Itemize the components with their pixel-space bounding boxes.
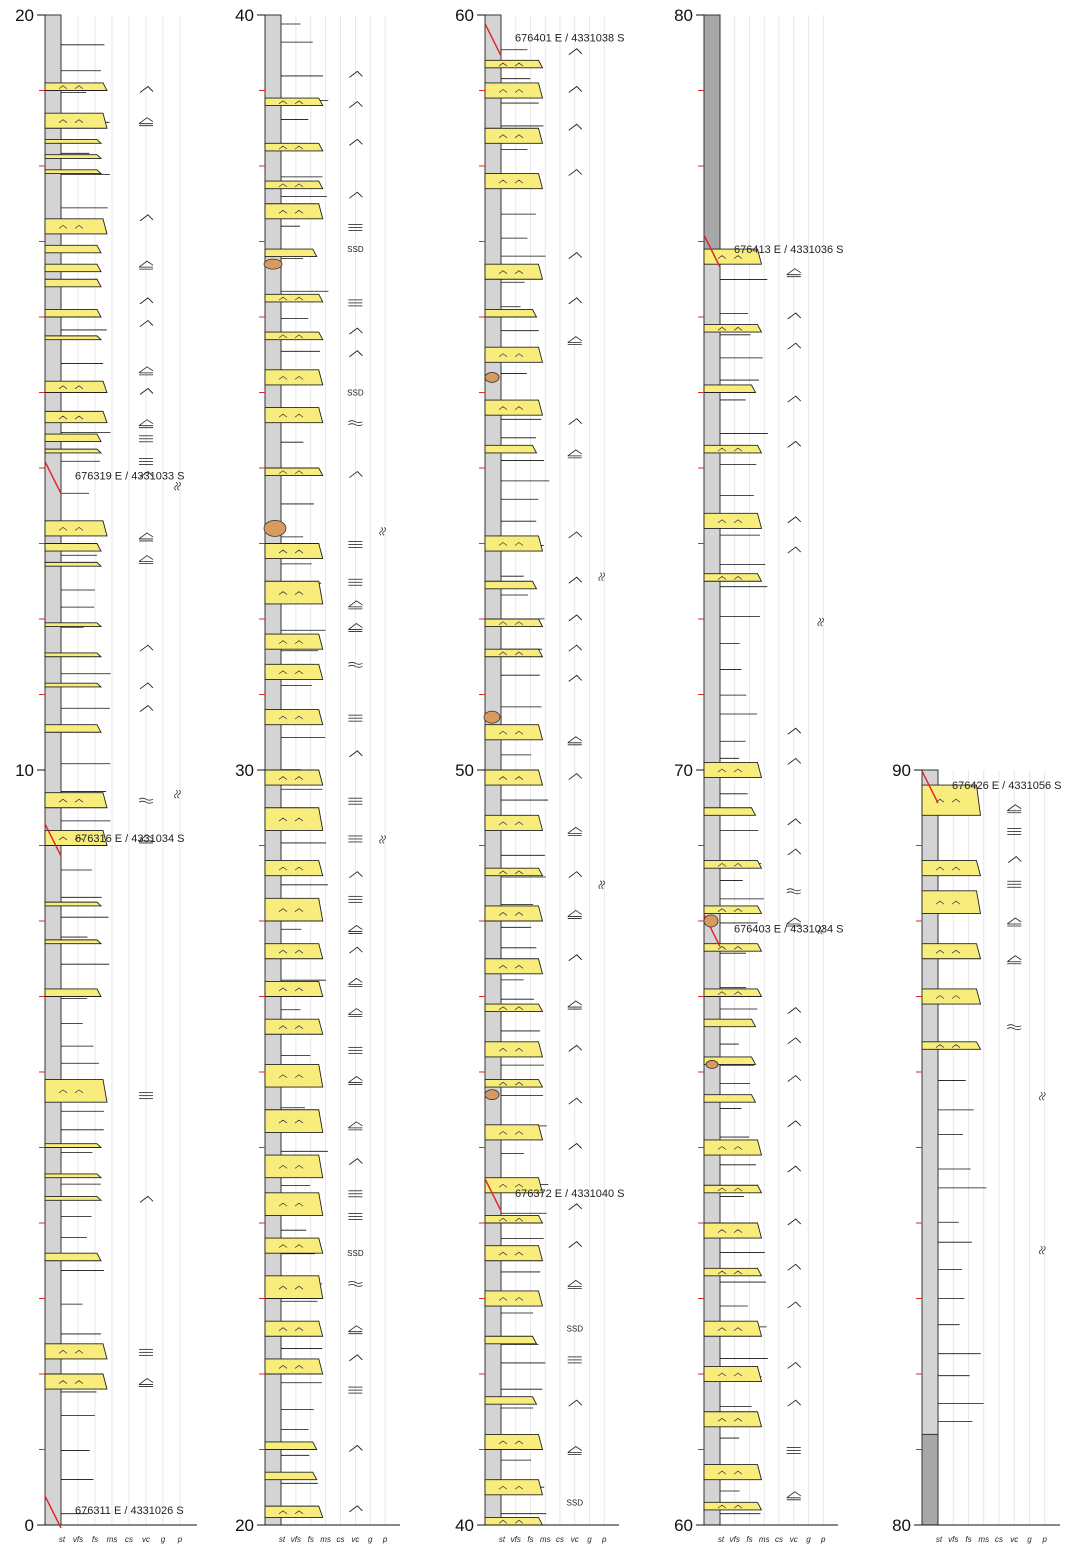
ripple-symbol (569, 419, 582, 425)
sand-bed (265, 181, 323, 189)
sand-bed (265, 1064, 323, 1087)
sand-bed (485, 649, 543, 657)
gps-coordinate-label: 676319 E / 4331033 S (75, 470, 185, 483)
sand-bed (45, 940, 101, 944)
sand-bed (485, 174, 543, 189)
grain-size-label: cs (775, 1535, 783, 1544)
sand-bed (265, 1193, 323, 1216)
sand-bed (45, 113, 107, 128)
grain-size-label: vfs (72, 1535, 84, 1544)
sand-bed (45, 562, 101, 566)
grain-size-label: vc (142, 1535, 150, 1544)
sand-bed (922, 989, 981, 1004)
sand-bed (704, 989, 762, 997)
sand-bed (265, 1019, 323, 1034)
grain-size-label: st (717, 1535, 725, 1544)
sand-bed (45, 725, 101, 733)
grain-size-label: ms (758, 1535, 770, 1544)
sand-bed (922, 861, 981, 876)
ripple-symbol (569, 774, 582, 780)
ripple-symbol (569, 872, 582, 878)
ripple-symbol (788, 343, 801, 349)
grain-size-label: vfs (510, 1535, 521, 1544)
sand-bed (265, 98, 323, 106)
ripple-symbol (788, 819, 801, 825)
sand-bed (265, 143, 323, 151)
sand-bed (922, 944, 981, 959)
grain-size-label: ms (978, 1535, 990, 1544)
grain-size-label: g (1027, 1535, 1032, 1544)
sand-bed (265, 1359, 323, 1374)
depth-label-bottom: 0 (24, 1516, 34, 1535)
sand-bed (485, 581, 537, 589)
grain-size-label: vc (1010, 1535, 1019, 1544)
sand-bed (265, 634, 323, 649)
ripple-symbol (788, 313, 801, 319)
sand-bed (485, 309, 537, 317)
clast (706, 1060, 718, 1068)
ripple-symbol (349, 751, 362, 757)
ripple-symbol (788, 547, 801, 553)
section-column-2 (235, 6, 400, 1544)
sand-bed (485, 906, 543, 921)
sand-bed (45, 902, 101, 906)
ripple-symbol (788, 1038, 801, 1044)
ripple-symbol (569, 1400, 582, 1406)
grain-size-label: vfs (729, 1535, 740, 1544)
sand-bed (485, 1125, 543, 1140)
sand-bed (45, 683, 101, 687)
sand-bed (485, 1434, 543, 1449)
sand-bed (485, 1042, 543, 1057)
sand-bed (704, 1502, 762, 1510)
ripple-symbol (788, 1166, 801, 1172)
ripple-symbol (1008, 857, 1021, 863)
ripple-symbol (140, 321, 153, 327)
gps-coordinate-label: 676426 E / 4331056 S (952, 780, 1062, 793)
depth-label-mid: 10 (15, 761, 34, 780)
ripple-symbol (569, 49, 582, 55)
sand-bed (485, 868, 543, 876)
sand-bed (485, 1480, 543, 1495)
ssd-label: SSD (347, 245, 364, 255)
sand-bed (485, 83, 543, 98)
sand-bed (485, 1246, 543, 1261)
clast (264, 259, 282, 269)
sand-bed (265, 294, 323, 302)
ripple-symbol (569, 955, 582, 961)
depth-label-bottom: 80 (892, 1516, 911, 1535)
sand-bed (485, 347, 543, 362)
depth-label-top: 60 (455, 6, 474, 25)
ripple-symbol (788, 1302, 801, 1308)
mudstone-interval (922, 1434, 938, 1525)
sand-bed (265, 944, 323, 959)
sand-bed (265, 898, 323, 921)
clast (484, 711, 500, 723)
depth-label-top: 90 (892, 761, 911, 780)
grain-size-label: vc (351, 1535, 360, 1544)
depth-label-bottom: 20 (235, 1516, 254, 1535)
sand-bed (265, 664, 323, 679)
sand-bed (485, 1080, 543, 1088)
gps-coordinate-label: 676403 E / 4331034 S (734, 923, 844, 936)
ripple-symbol (140, 1196, 153, 1202)
sand-bed (265, 1238, 323, 1253)
ripple-symbol (140, 298, 153, 304)
ripple-symbol (569, 645, 582, 651)
mudstone-interval (704, 15, 720, 257)
sand-bed (45, 1080, 107, 1103)
ripple-symbol (788, 1400, 801, 1406)
sand-bed (45, 544, 101, 552)
sand-bed (45, 521, 107, 536)
ripple-symbol (788, 1219, 801, 1225)
depth-label-mid: 70 (674, 761, 693, 780)
sand-bed (704, 1412, 762, 1427)
grain-size-label: cs (125, 1535, 133, 1544)
grain-size-label: ms (539, 1535, 551, 1544)
grain-size-label: fs (965, 1535, 972, 1544)
sand-bed (45, 1197, 101, 1201)
sand-bed (265, 249, 317, 257)
sand-bed (45, 1174, 101, 1178)
grain-size-label: g (160, 1535, 166, 1544)
gps-coordinate-label: 676401 E / 4331038 S (515, 32, 625, 45)
ripple-symbol (788, 758, 801, 764)
sand-bed (704, 1140, 762, 1155)
sand-bed (922, 1042, 981, 1050)
sand-bed (265, 808, 323, 831)
section-column-5 (892, 761, 1061, 1544)
ripple-symbol (140, 87, 153, 93)
silt-strip (922, 770, 938, 1525)
sand-bed (265, 710, 323, 725)
sand-bed (704, 1019, 756, 1027)
sand-bed (265, 1276, 323, 1299)
ripple-symbol (349, 192, 362, 198)
sand-bed (485, 815, 543, 830)
sand-bed (704, 385, 756, 393)
sand-bed (265, 1472, 317, 1480)
sand-bed (704, 325, 762, 333)
grain-size-label: g (806, 1535, 811, 1544)
ripple-symbol (140, 389, 153, 395)
sand-bed (45, 170, 101, 174)
sand-bed (265, 1110, 323, 1133)
sand-bed (265, 408, 323, 423)
gps-coordinate-label: 676372 E / 4331040 S (515, 1187, 625, 1200)
sand-bed (704, 445, 762, 453)
sand-bed (45, 434, 101, 442)
depth-label-top: 80 (674, 6, 693, 25)
sand-bed (704, 1095, 756, 1103)
sand-bed (485, 770, 543, 785)
sand-bed (265, 468, 323, 476)
sand-bed (485, 60, 543, 68)
ssd-label: SSD (347, 388, 364, 398)
sand-bed (704, 1465, 762, 1480)
grain-size-label: p (821, 1535, 826, 1544)
sand-bed (45, 411, 107, 422)
ssd-label: SSD (566, 1324, 583, 1334)
sand-bed (485, 959, 543, 974)
grain-size-label: st (58, 1535, 66, 1544)
sand-bed (45, 1344, 107, 1359)
ripple-symbol (569, 124, 582, 130)
gps-coordinate-label: 676311 E / 4331026 S (75, 1504, 184, 1517)
ripple-symbol (349, 102, 362, 108)
sand-bed (45, 1144, 101, 1148)
grain-size-label: vc (570, 1535, 579, 1544)
grain-size-label: st (498, 1535, 506, 1544)
sand-bed (45, 449, 101, 453)
sand-bed (45, 381, 107, 392)
sand-bed (704, 944, 762, 952)
ripple-symbol (788, 1076, 801, 1082)
sand-bed (704, 861, 762, 869)
sand-bed (45, 793, 107, 808)
ripple-symbol (788, 728, 801, 734)
grain-size-label: p (177, 1535, 183, 1544)
sand-bed (485, 619, 543, 627)
sand-bed (45, 279, 101, 287)
ripple-symbol (569, 532, 582, 538)
depth-label-top: 40 (235, 6, 254, 25)
sand-bed (704, 906, 762, 914)
ripple-symbol (140, 215, 153, 221)
grain-size-label: vfs (290, 1535, 301, 1544)
sand-bed (704, 1321, 762, 1336)
sand-bed (704, 574, 762, 582)
ripple-symbol (349, 472, 362, 478)
grain-size-label: fs (307, 1535, 314, 1544)
grain-size-label: cs (336, 1535, 345, 1544)
grain-size-label: fs (527, 1535, 534, 1544)
sand-bed (265, 1321, 323, 1336)
sand-bed (485, 1397, 537, 1405)
sand-bed (704, 1185, 762, 1193)
sand-bed (45, 653, 101, 657)
ripple-symbol (349, 139, 362, 145)
ripple-symbol (788, 441, 801, 447)
grain-size-label: p (1042, 1535, 1047, 1544)
ripple-symbol (569, 615, 582, 621)
sand-bed (485, 1517, 543, 1525)
sand-bed (922, 891, 981, 914)
gps-coordinate-label: 676316 E / 4331034 S (75, 832, 185, 845)
sand-bed (485, 536, 543, 551)
sand-bed (265, 770, 323, 785)
ripple-symbol (569, 1098, 582, 1104)
section-column-4 (674, 6, 843, 1544)
sand-bed (485, 1291, 543, 1306)
grain-size-label: ms (320, 1535, 331, 1544)
sand-bed (704, 1366, 762, 1381)
sand-bed (265, 332, 323, 340)
ripple-symbol (569, 1242, 582, 1248)
grain-size-label: ms (106, 1535, 118, 1544)
ripple-symbol (569, 1045, 582, 1051)
sand-bed (265, 1155, 323, 1178)
grain-size-label: st (935, 1535, 943, 1544)
sand-bed (485, 1215, 543, 1223)
sand-bed (485, 445, 537, 453)
grain-size-label: p (602, 1535, 607, 1544)
ripple-symbol (569, 1144, 582, 1150)
grain-size-label: g (368, 1535, 373, 1544)
grain-size-label: fs (746, 1535, 753, 1544)
ripple-symbol (349, 1355, 362, 1361)
sand-bed (45, 155, 101, 159)
grain-size-label: fs (91, 1535, 99, 1544)
sand-bed (704, 1223, 762, 1238)
ripple-symbol (140, 645, 153, 651)
grain-size-label: cs (995, 1535, 1003, 1544)
ripple-symbol (569, 577, 582, 583)
ripple-symbol (140, 706, 153, 712)
ripple-symbol (788, 1362, 801, 1368)
sand-bed (265, 861, 323, 876)
grain-size-label: st (278, 1535, 286, 1544)
ssd-label: SSD (347, 1249, 364, 1259)
sand-bed (45, 264, 101, 272)
ripple-symbol (569, 87, 582, 93)
ripple-symbol (349, 1506, 362, 1512)
ripple-symbol (569, 170, 582, 176)
ripple-symbol (349, 1446, 362, 1452)
grain-size-label: g (587, 1535, 592, 1544)
gps-coordinate-label: 676413 E / 4331036 S (734, 244, 844, 257)
ripple-symbol (788, 849, 801, 855)
depth-label-bottom: 40 (455, 1516, 474, 1535)
depth-label-top: 20 (15, 6, 34, 25)
ripple-symbol (569, 253, 582, 259)
sand-bed (45, 309, 101, 317)
sand-bed (45, 1374, 107, 1389)
sand-bed (265, 1506, 323, 1517)
depth-label-mid: 30 (235, 761, 254, 780)
ssd-label: SSD (566, 1498, 583, 1508)
ripple-symbol (140, 683, 153, 689)
sand-bed (45, 140, 101, 144)
clast (485, 372, 499, 382)
depth-label-mid: 50 (455, 761, 474, 780)
ripple-symbol (569, 298, 582, 304)
ripple-symbol (788, 1121, 801, 1127)
clast (704, 915, 718, 927)
grain-size-label: cs (556, 1535, 564, 1544)
ripple-symbol (349, 351, 362, 357)
grain-size-label: vfs (948, 1535, 959, 1544)
grain-size-label: p (382, 1535, 388, 1544)
sand-bed (45, 623, 101, 627)
sand-bed (45, 336, 101, 340)
sand-bed (45, 245, 101, 253)
sand-bed (485, 400, 543, 415)
clast (485, 1090, 499, 1100)
sand-bed (45, 83, 107, 91)
sand-bed (265, 370, 323, 385)
ripple-symbol (569, 675, 582, 681)
sand-bed (485, 128, 543, 143)
section-column-3 (455, 6, 624, 1544)
sand-bed (704, 762, 762, 777)
sand-bed (45, 1253, 101, 1261)
sand-bed (485, 1336, 537, 1344)
sand-bed (485, 725, 543, 740)
ripple-symbol (569, 1204, 582, 1210)
depth-label-bottom: 60 (674, 1516, 693, 1535)
sand-bed (265, 544, 323, 559)
sand-bed (265, 204, 323, 219)
ripple-symbol (349, 1159, 362, 1165)
sand-bed (265, 581, 323, 604)
ripple-symbol (788, 1264, 801, 1270)
sand-bed (485, 264, 543, 279)
ripple-symbol (349, 947, 362, 953)
sand-bed (704, 1268, 762, 1276)
ripple-symbol (349, 872, 362, 878)
sand-bed (265, 1442, 317, 1450)
ripple-symbol (788, 396, 801, 402)
silt-strip (45, 15, 61, 1525)
clast (264, 520, 286, 536)
sand-bed (45, 989, 101, 997)
ripple-symbol (788, 517, 801, 523)
sand-bed (485, 1004, 543, 1012)
sand-bed (704, 808, 756, 816)
ripple-symbol (788, 1008, 801, 1014)
section-column-1 (15, 6, 197, 1544)
ripple-symbol (349, 328, 362, 334)
sand-bed (704, 513, 762, 528)
grain-size-label: vc (789, 1535, 798, 1544)
sand-bed (45, 219, 107, 234)
ripple-symbol (349, 71, 362, 77)
sand-bed (265, 981, 323, 996)
